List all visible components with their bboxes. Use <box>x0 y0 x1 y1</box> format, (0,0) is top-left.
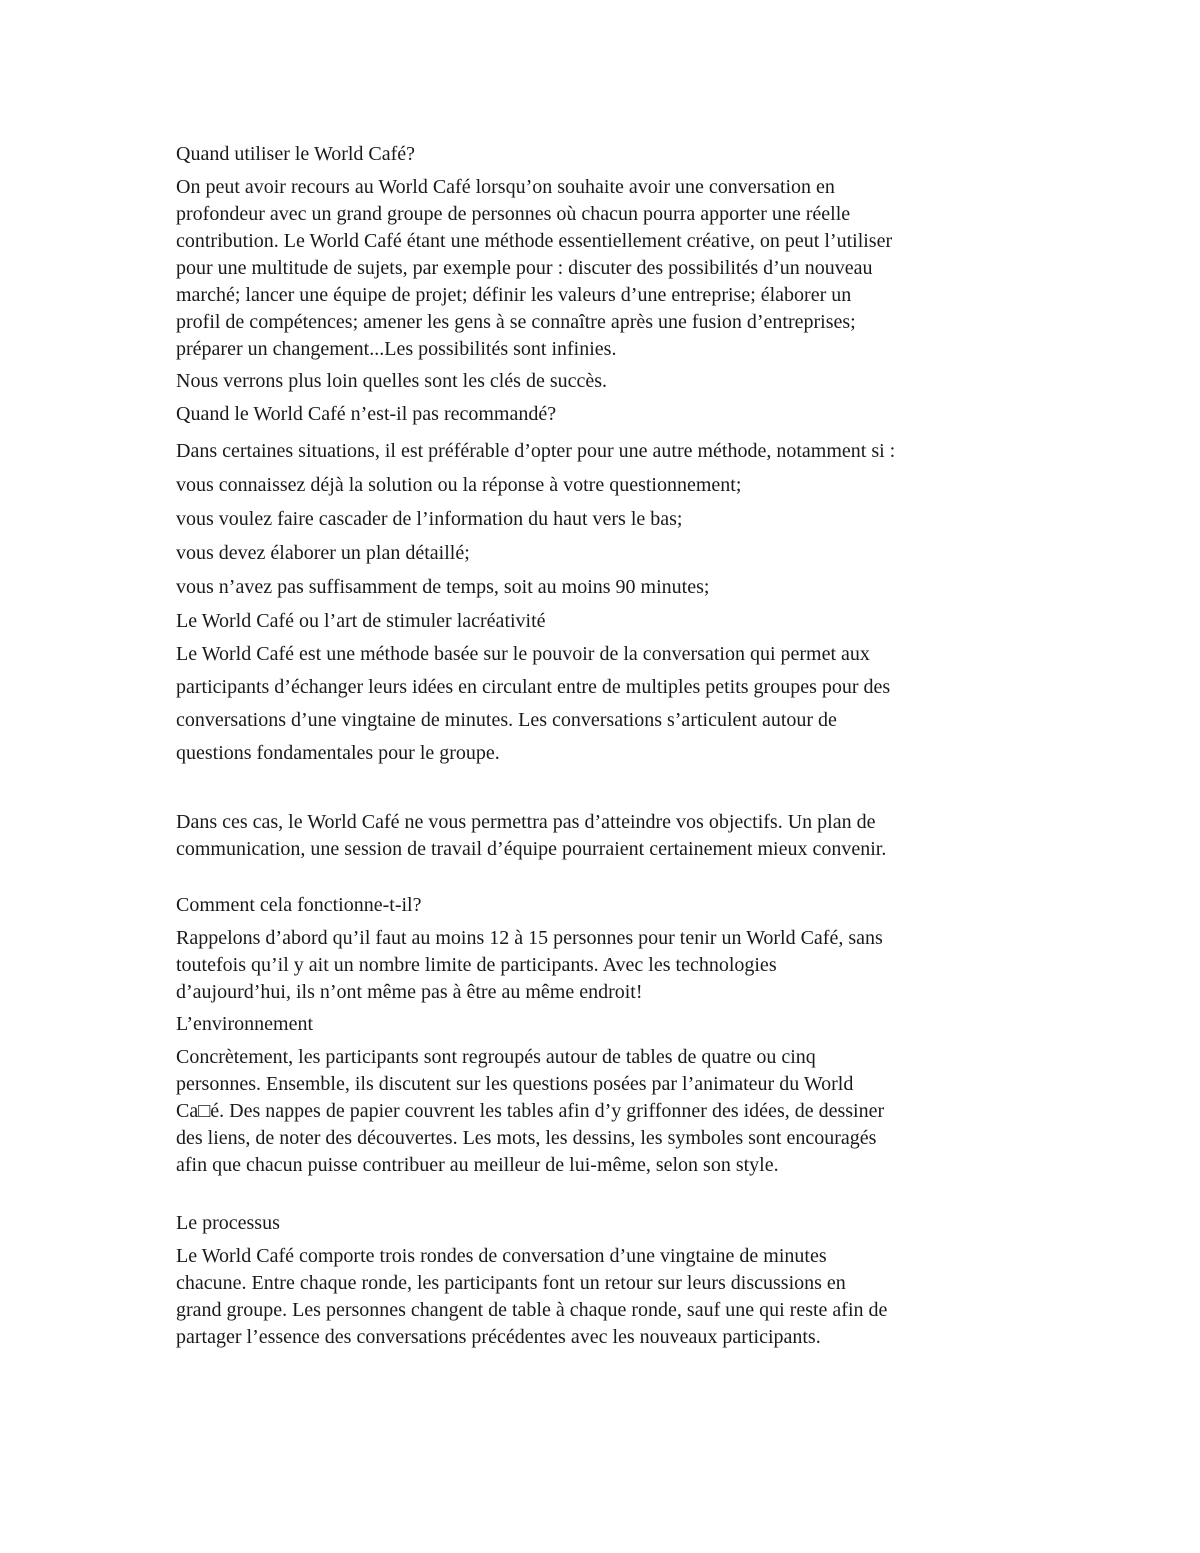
text-line: des liens, de noter des découvertes. Les mots, les dessins, les symboles sont encouragés <box>176 1127 877 1149</box>
list-item: vous devez élaborer un plan détaillé; <box>176 542 470 564</box>
text-line: participants d’échanger leurs idées en circulant entre de multiples petits groupes pour des <box>176 676 891 698</box>
text-line: Concrètement, les participants sont regroupés autour de tables de quatre ou cinq <box>176 1046 816 1068</box>
text-line: Ca□é. Des nappes de papier couvrent les tables afin d’y griffonner des idées, de dessiner <box>176 1100 885 1122</box>
paragraph-environment <box>176 1044 1036 1179</box>
text-line: Rappelons d’abord qu’il faut au moins 12 à 15 personnes pour tenir un World Café, sans <box>176 927 883 949</box>
heading-not-recommended: Quand le World Café n’est-il pas recommandé? <box>176 403 557 425</box>
list-item: vous connaissez déjà la solution ou la réponse à votre questionnement; <box>176 474 742 496</box>
heading-creativity: Le World Café ou l’art de stimuler lacréativité <box>176 610 546 632</box>
paragraph-process <box>176 1243 1036 1351</box>
text-line: marché; lancer une équipe de projet; définir les valeurs d’une entreprise; élaborer un <box>176 284 852 306</box>
text-line: grand groupe. Les personnes changent de table à chaque ronde, sauf une qui reste afin de <box>176 1299 888 1321</box>
text-line: partager l’essence des conversations précédentes avec les nouveaux participants. <box>176 1326 821 1348</box>
text-line: toutefois qu’il y ait un nombre limite de participants. Avec les technologies <box>176 954 777 976</box>
text-line: conversations d’une vingtaine de minutes. Les conversations s’articulent autour de <box>176 709 837 731</box>
heading-how-it-works: Comment cela fonctionne-t-il? <box>176 894 422 916</box>
text-line: afin que chacun puisse contribuer au meilleur de lui-même, selon son style. <box>176 1154 779 1176</box>
text-line: On peut avoir recours au World Café lorsqu’on souhaite avoir une conversation en <box>176 176 835 198</box>
text-line: profondeur avec un grand groupe de personnes où chacun pourra apporter une réelle <box>176 203 851 225</box>
heading-when-to-use: Quand utiliser le World Café? <box>176 143 416 165</box>
text-line: préparer un changement...Les possibilités sont infinies. <box>176 338 617 360</box>
text-line: personnes. Ensemble, ils discutent sur les questions posées par l’animateur du World <box>176 1073 854 1095</box>
text-line: d’aujourd’hui, ils n’ont même pas à être au même endroit! <box>176 981 643 1003</box>
paragraph-in-these-cases <box>176 809 1036 863</box>
text-line: Le World Café comporte trois rondes de conversation d’une vingtaine de minutes <box>176 1245 827 1267</box>
text-line: communication, une session de travail d’équipe pourraient certainement mieux convenir. <box>176 838 887 860</box>
keys-to-success-line: Nous verrons plus loin quelles sont les clés de succès. <box>176 370 608 392</box>
list-item: vous voulez faire cascader de l’information du haut vers le bas; <box>176 508 683 530</box>
document-body <box>176 141 1036 1351</box>
intro-not-recommended: Dans certaines situations, il est préférable d’opter pour une autre méthode, notamment si : <box>176 440 896 462</box>
paragraph-how-it-works <box>176 925 1036 1006</box>
heading-process: Le processus <box>176 1212 280 1234</box>
list-item: vous n’avez pas suffisamment de temps, soit au moins 90 minutes; <box>176 576 710 598</box>
text-line: contribution. Le World Café étant une méthode essentiellement créative, on peut l’utiliser <box>176 230 893 252</box>
text-line: Le World Café est une méthode basée sur le pouvoir de la conversation qui permet aux <box>176 643 870 665</box>
text-line: pour une multitude de sujets, par exemple pour : discuter des possibilités d’un nouveau <box>176 257 873 279</box>
paragraph-creativity <box>176 638 1036 770</box>
text-line: questions fondamentales pour le groupe. <box>176 742 500 764</box>
text-line: Dans ces cas, le World Café ne vous permettra pas d’atteindre vos objectifs. Un plan de <box>176 811 876 833</box>
text-line: profil de compétences; amener les gens à se connaître après une fusion d’entreprises; <box>176 311 856 333</box>
text-line: chacune. Entre chaque ronde, les participants font un retour sur leurs discussions en <box>176 1272 846 1294</box>
paragraph-when-to-use <box>176 174 1036 363</box>
heading-environment: L’environnement <box>176 1013 314 1035</box>
